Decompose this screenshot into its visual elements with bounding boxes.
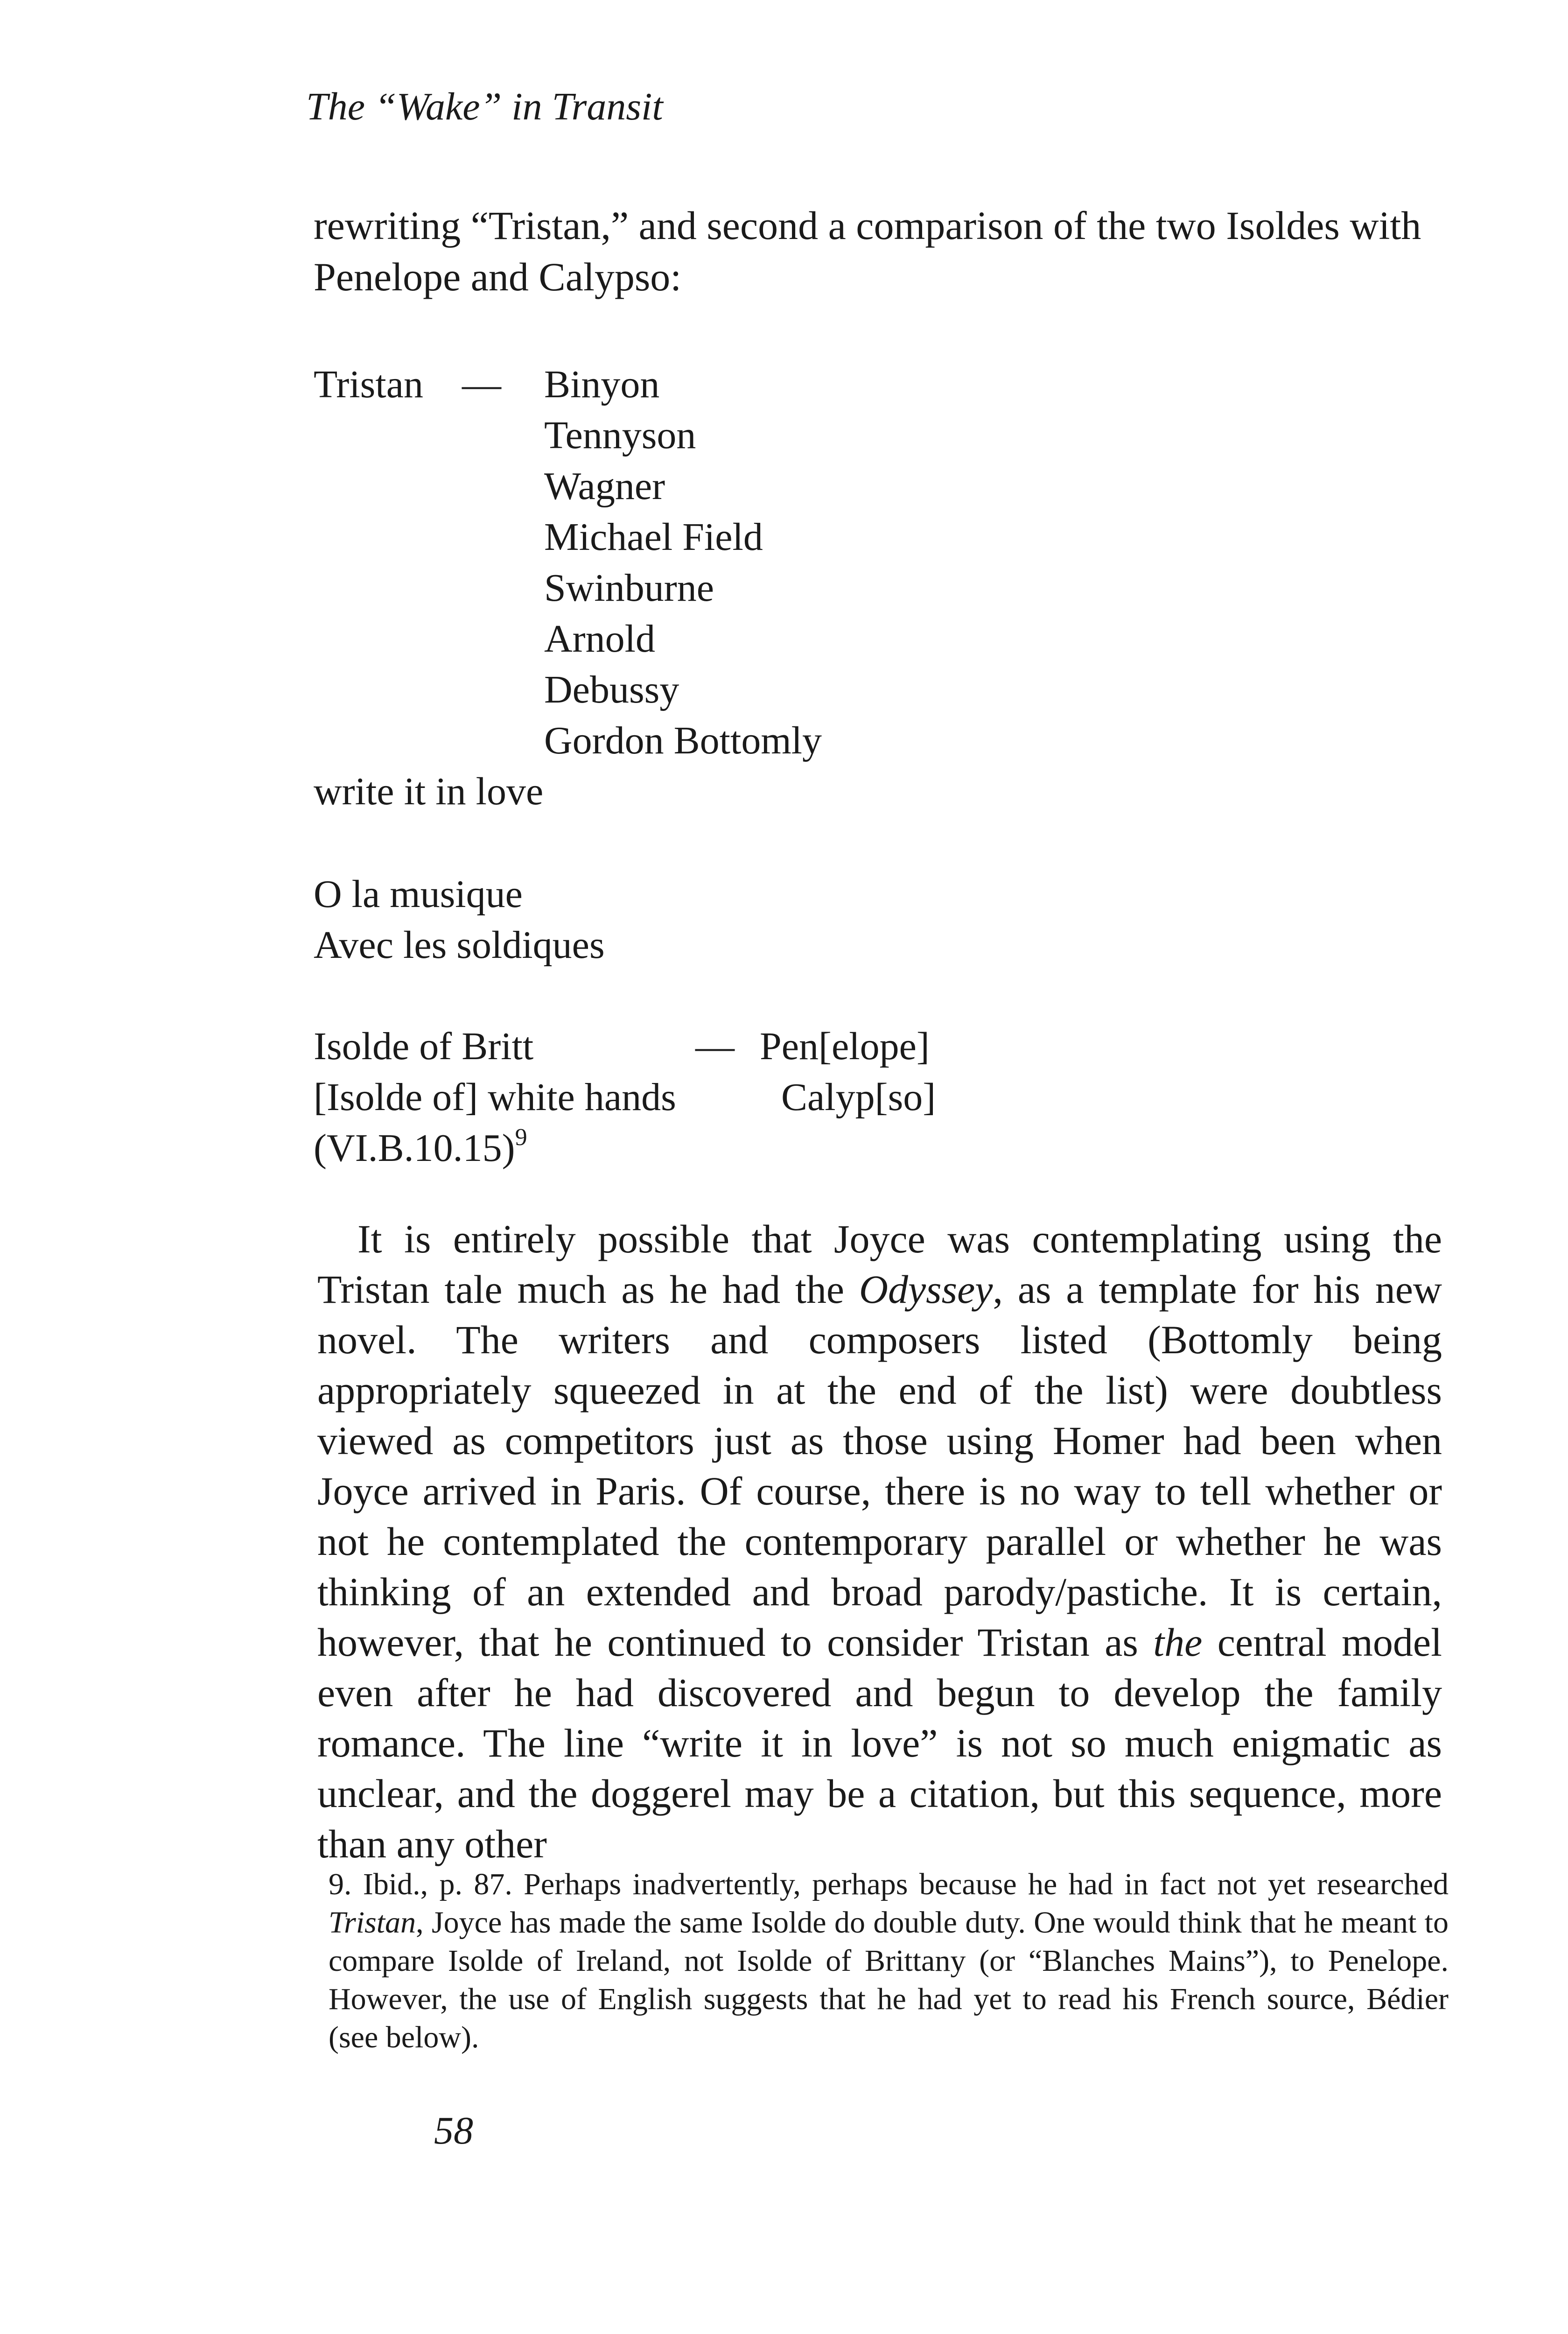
tristan-dash: — xyxy=(462,363,501,406)
author-item: Gordon Bottomly xyxy=(544,719,822,762)
paragraph xyxy=(317,1214,1442,1869)
text-run: , Joyce has made the same Isolde do double duty. One would think that he meant to compare Isolde of Ireland, not Isolde of Brittany (or “Blanches Mains”), to Penelope. However, the use of English suggests that he had yet to read his French source, Bédier (see below). xyxy=(329,1905,1449,2054)
isolde-britt: Isolde of Britt xyxy=(314,1025,534,1068)
author-item: Arnold xyxy=(544,617,655,661)
author-item: Binyon xyxy=(544,363,660,406)
calypso: Calyp[so] xyxy=(781,1076,936,1119)
text-run: central model even after he had discovered and begun to develop the family romance. The line “write it in love” is not so much enigmatic as unclear, and the doggerel may be a citation, but this sequence, more than any other xyxy=(317,1620,1442,1866)
author-item: Swinburne xyxy=(544,566,714,610)
citation-text: (VI.B.10.15) xyxy=(314,1126,515,1170)
body-paragraph xyxy=(317,1214,1442,1869)
intro-line-1: rewriting “Tristan,” and second a comparison of the two Isoldes with xyxy=(314,203,1421,248)
notebook-citation xyxy=(314,1124,527,1170)
penelope: Pen[elope] xyxy=(760,1025,930,1068)
intro-line-2: Penelope and Calypso: xyxy=(314,254,682,299)
footnote-text xyxy=(329,1865,1449,2057)
author-item: Wagner xyxy=(544,464,665,508)
author-item: Debussy xyxy=(544,668,679,711)
text-run: , as a template for his new novel. The writers and composers listed (Bottomly being appropriately squeezed in at the end of the list) were doubtless viewed as competitors just as those using Homer had been when Joyce arrived in Paris. Of course, there is no way to tell whether or not he contemplated the contemporary parallel or whether he was thinking of an extended and broad parody/pastiche. It is certain, however, that he continued to consider Tristan as xyxy=(317,1267,1442,1665)
italic-emphasis: the xyxy=(1153,1620,1203,1665)
italic-title: Tristan xyxy=(329,1905,416,1940)
verse-line: O la musique xyxy=(314,872,523,916)
intro-text xyxy=(314,200,1443,302)
isolde-white-hands: [Isolde of] white hands xyxy=(314,1076,676,1119)
text-run: 9. Ibid., p. 87. Perhaps inadvertently, perhaps because he had in fact not yet researched xyxy=(329,1867,1449,1901)
text-run: It is entirely possible that Joyce was contemplating using the Tristan tale much as he had the xyxy=(317,1216,1442,1312)
isolde-dash: — xyxy=(695,1025,735,1068)
author-item: Michael Field xyxy=(544,515,763,559)
author-item: Tennyson xyxy=(544,414,696,457)
italic-title: Odyssey xyxy=(859,1267,993,1312)
footnote-ref: 9 xyxy=(515,1124,527,1151)
tristan-heading: Tristan xyxy=(314,363,423,406)
write-it-in-love: write it in love xyxy=(314,770,544,813)
running-head: The “Wake” in Transit xyxy=(306,85,663,128)
footnote xyxy=(329,1865,1449,2057)
verse-line: Avec les soldiques xyxy=(314,923,605,967)
page-number: 58 xyxy=(434,2109,473,2152)
